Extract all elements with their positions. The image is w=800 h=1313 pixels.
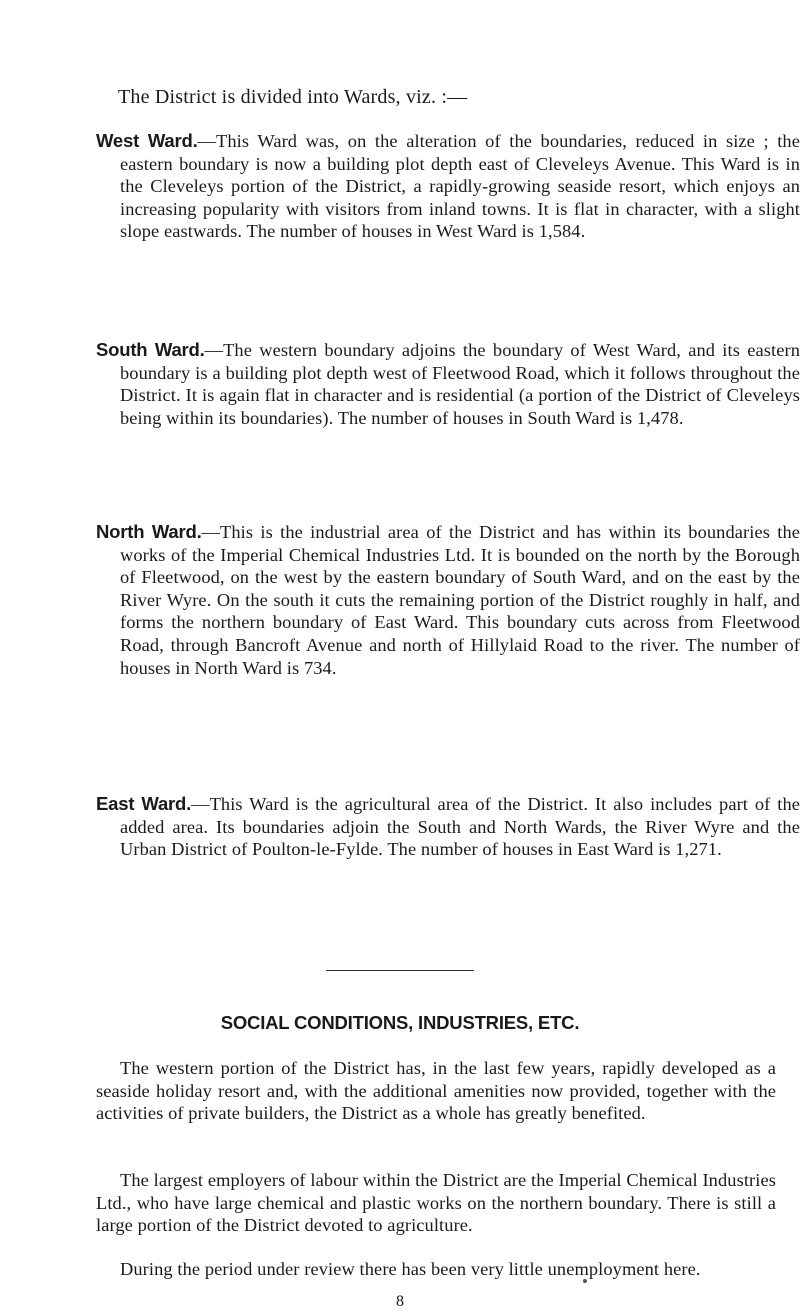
ward-paragraph-east: [96, 793, 800, 861]
ward-name-north: North Ward.: [96, 521, 202, 542]
ward-text-north: —This is the industrial area of the District and has within its boundaries the works of the Imperial Chemical Industries Ltd. It is bounded on the north by the Borough of Fleetwood, on the west by the eastern boundary of South Ward, and on the east by the River Wyre. On the south it cuts the remaining portion of the District roughly in half, and forms the northern boundary of East Ward. This boundary cuts across from Fleetwood Road, through Bancroft Avenue and north of Hillylaid Road to the river. The number of houses in North Ward is 734.: [120, 522, 800, 678]
section-heading: SOCIAL CONDITIONS, INDUSTRIES, ETC.: [220, 1012, 580, 1033]
ward-name-east: East Ward.: [96, 793, 192, 814]
ward-name-south: South Ward.: [96, 339, 205, 360]
section-paragraph: The western portion of the District has, in the last few years, rapidly developed as a seaside holiday resort and, with the additional amenities now provided, together with the activities of private builders, the District as a whole has greatly benefited.: [96, 1058, 776, 1124]
section-divider: [326, 970, 474, 971]
ward-paragraph-south: [96, 339, 800, 429]
print-speck: [583, 1279, 587, 1283]
ward-text-east: —This Ward is the agricultural area of the District. It also includes part of the added area. Its boundaries adjoin the South and North Wards, the River Wyre and the Urban District of Poulton-le-Fylde. The number of houses in East Ward is 1,271.: [120, 794, 800, 860]
page-number: 8: [396, 1293, 404, 1310]
intro-line: The District is divided into Wards, viz. :—: [118, 86, 468, 108]
section-paragraph: During the period under review there has been very little unemployment here.: [120, 1259, 701, 1279]
ward-name-west: West Ward.: [96, 130, 198, 151]
ward-paragraph-north: [96, 521, 800, 679]
ward-text-south: —The western boundary adjoins the boundary of West Ward, and its eastern boundary is a building plot depth west of Fleetwood Road, which it follows throughout the District. It is again flat in character and is residential (a portion of the District of Cleveleys being within its boundaries). The number of houses in South Ward is 1,478.: [120, 340, 800, 428]
section-paragraph: The largest employers of labour within the District are the Imperial Chemical Industries Ltd., who have large chemical and plastic works on the northern boundary. There is still a large portion of the District devoted to agriculture.: [96, 1170, 776, 1236]
ward-paragraph-west: [96, 130, 800, 243]
ward-text-west: —This Ward was, on the alteration of the boundaries, reduced in size ; the eastern boundary is now a building plot depth east of Cleveleys Avenue. This Ward is in the Cleveleys portion of the District, a rapidly-growing seaside resort, which enjoys an increasing popularity with visitors from inland towns. It is flat in character, with a slight slope eastwards. The number of houses in West Ward is 1,584.: [120, 131, 800, 242]
